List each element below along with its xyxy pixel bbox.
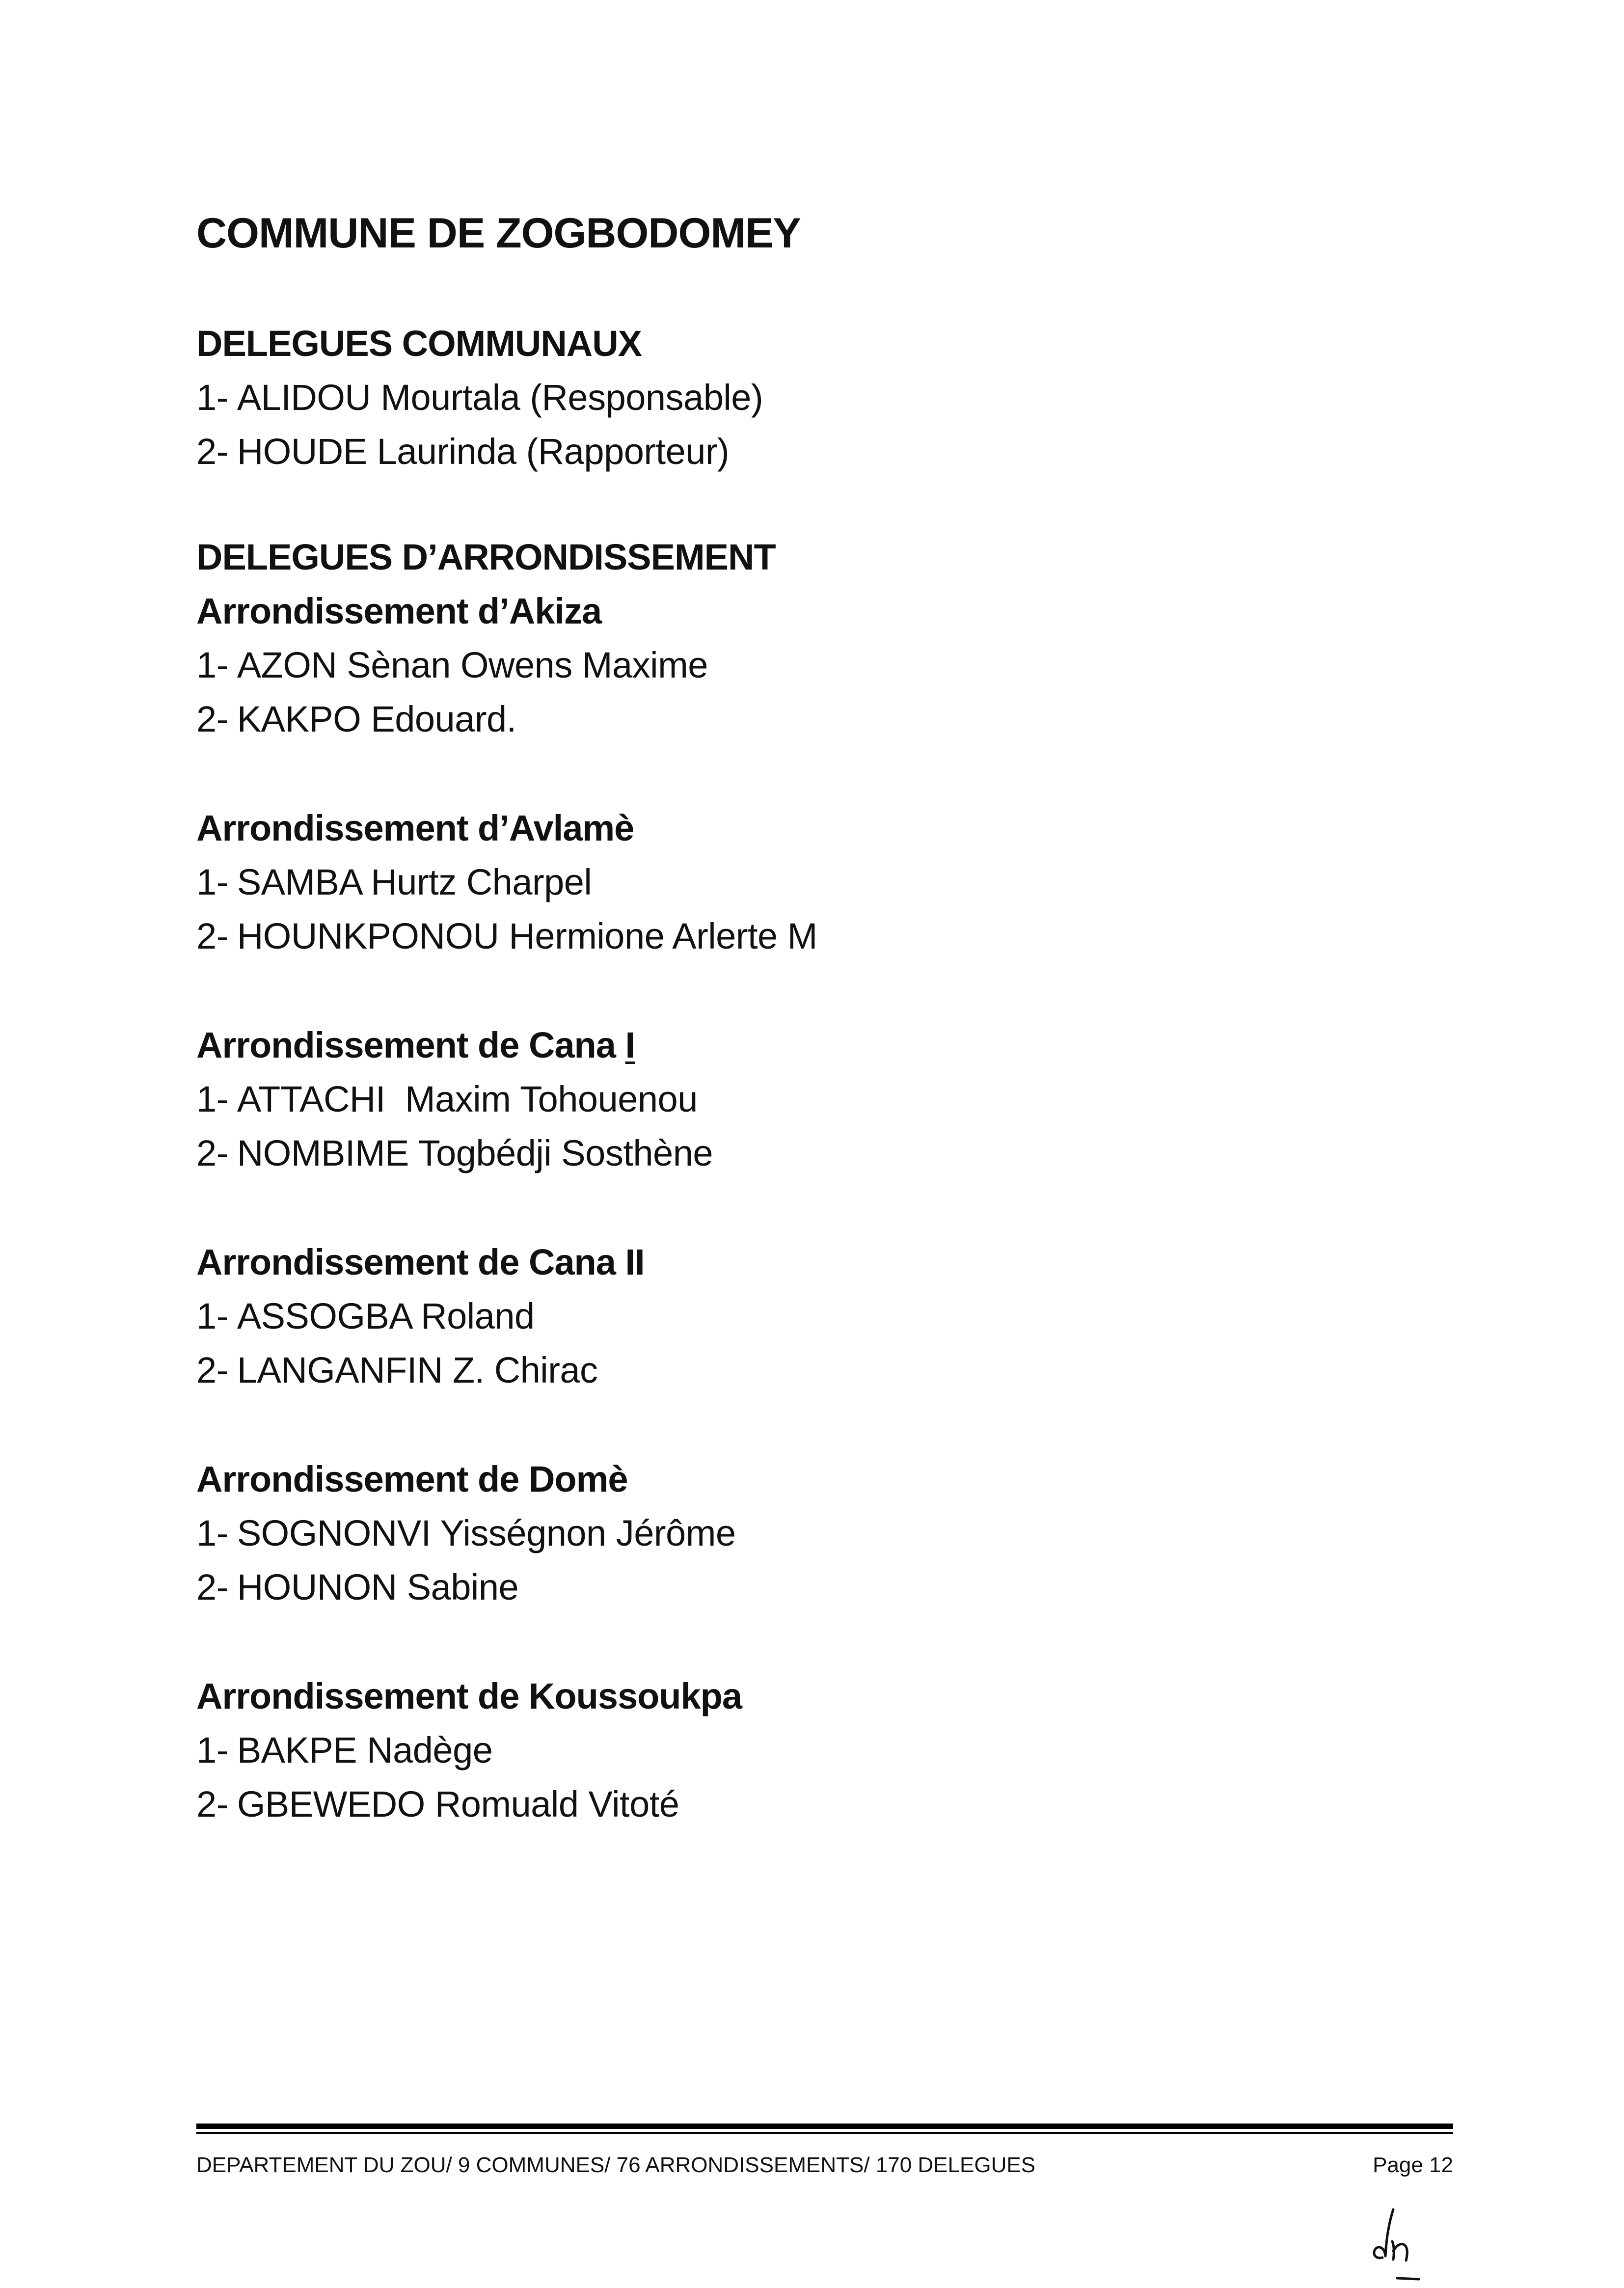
item-number: 1- [196,1730,228,1770]
list-item [196,1777,1453,1831]
delegate-name: HOUDE Laurinda (Rapporteur) [237,431,730,472]
item-number: 2- [196,699,228,739]
signature-underline [1397,2278,1419,2279]
delegate-name: HOUNON Sabine [237,1567,519,1607]
delegate-name: HOUNKPONOU Hermione Arlerte M [237,916,817,956]
arrondissement-koussoukpa [196,1669,1453,1831]
delegate-name: ASSOGBA Roland [237,1296,535,1336]
delegate-name: AZON Sènan Owens Maxime [237,645,708,685]
list-item [196,692,1453,746]
item-number: 1- [196,1079,228,1119]
delegate-name: ALIDOU Mourtala (Responsable) [237,377,763,418]
list-item [196,1560,1453,1614]
item-number: 2- [196,916,228,956]
arrondissement-heading: Arrondissement d’Avlamè [196,808,634,848]
arrondissement-cana-2 [196,1235,1453,1397]
arrondissement-dome [196,1452,1453,1614]
arrondissement-heading [196,1018,1453,1072]
arrondissement-heading: Arrondissement de Cana II [196,1242,645,1282]
list-item [196,909,1453,963]
handwritten-signature [1365,2200,1434,2283]
page-number: Page 12 [1373,2153,1453,2177]
footer-row [196,2152,1453,2179]
arrondissement-cana-1 [196,1018,1453,1180]
footer-divider-thin [196,2132,1453,2134]
delegate-list [196,1289,1453,1397]
item-number: 2- [196,1350,228,1390]
list-item [196,638,1453,692]
item-number: 1- [196,377,228,418]
delegate-list [196,1072,1453,1180]
delegate-name: BAKPE Nadège [237,1730,493,1770]
heading-text: Arrondissement de Cana [196,1025,625,1065]
communal-delegates-section [196,317,1453,479]
page-footer [196,2124,1453,2179]
delegate-name: SOGNONVI Yisségnon Jérôme [237,1513,736,1553]
arrondissement-delegates-heading: DELEGUES D’ARRONDISSEMENT [196,537,776,577]
arrondissement-heading: Arrondissement de Domè [196,1459,628,1499]
list-item [196,855,1453,909]
list-item [196,371,1453,425]
list-item [196,1343,1453,1397]
list-item [196,1126,1453,1180]
signature-stroke [1374,2209,1407,2261]
item-number: 2- [196,1567,228,1607]
delegate-list [196,1506,1453,1614]
arrondissement-avlame [196,801,1453,963]
item-number: 1- [196,645,228,685]
footer-text: DEPARTEMENT DU ZOU/ 9 COMMUNES/ 76 ARRONDISSEMENTS/ 170 DELEGUES [196,2153,1036,2177]
communal-delegates-heading: DELEGUES COMMUNAUX [196,323,642,364]
arrondissement-heading: Arrondissement d’Akiza [196,591,602,631]
list-item [196,1506,1453,1560]
page-title: COMMUNE DE ZOGBODOMEY [196,210,801,257]
delegate-name: KAKPO Edouard. [237,699,516,739]
delegate-list [196,638,1453,746]
heading-numeral: I [625,1025,635,1065]
item-number: 2- [196,431,228,472]
communal-delegates-list [196,371,1453,479]
list-item [196,1072,1453,1126]
item-number: 2- [196,1133,228,1173]
item-number: 1- [196,1513,228,1553]
delegate-list [196,855,1453,963]
item-number: 1- [196,1296,228,1336]
list-item [196,425,1453,479]
arrondissement-akiza [196,584,1453,746]
item-number: 1- [196,862,228,902]
delegate-name: ATTACHI Maxim Tohouenou [237,1079,698,1119]
delegate-name: LANGANFIN Z. Chirac [237,1350,598,1390]
arrondissement-heading: Arrondissement de Koussoukpa [196,1676,742,1716]
item-number: 2- [196,1784,228,1825]
delegate-name: GBEWEDO Romuald Vitoté [237,1784,679,1825]
list-item [196,1723,1453,1777]
footer-divider [196,2124,1453,2129]
page-content [196,206,1453,1886]
list-item [196,1289,1453,1343]
delegate-name: NOMBIME Togbédji Sosthène [237,1133,713,1173]
delegate-list [196,1723,1453,1831]
delegate-name: SAMBA Hurtz Charpel [237,862,592,902]
